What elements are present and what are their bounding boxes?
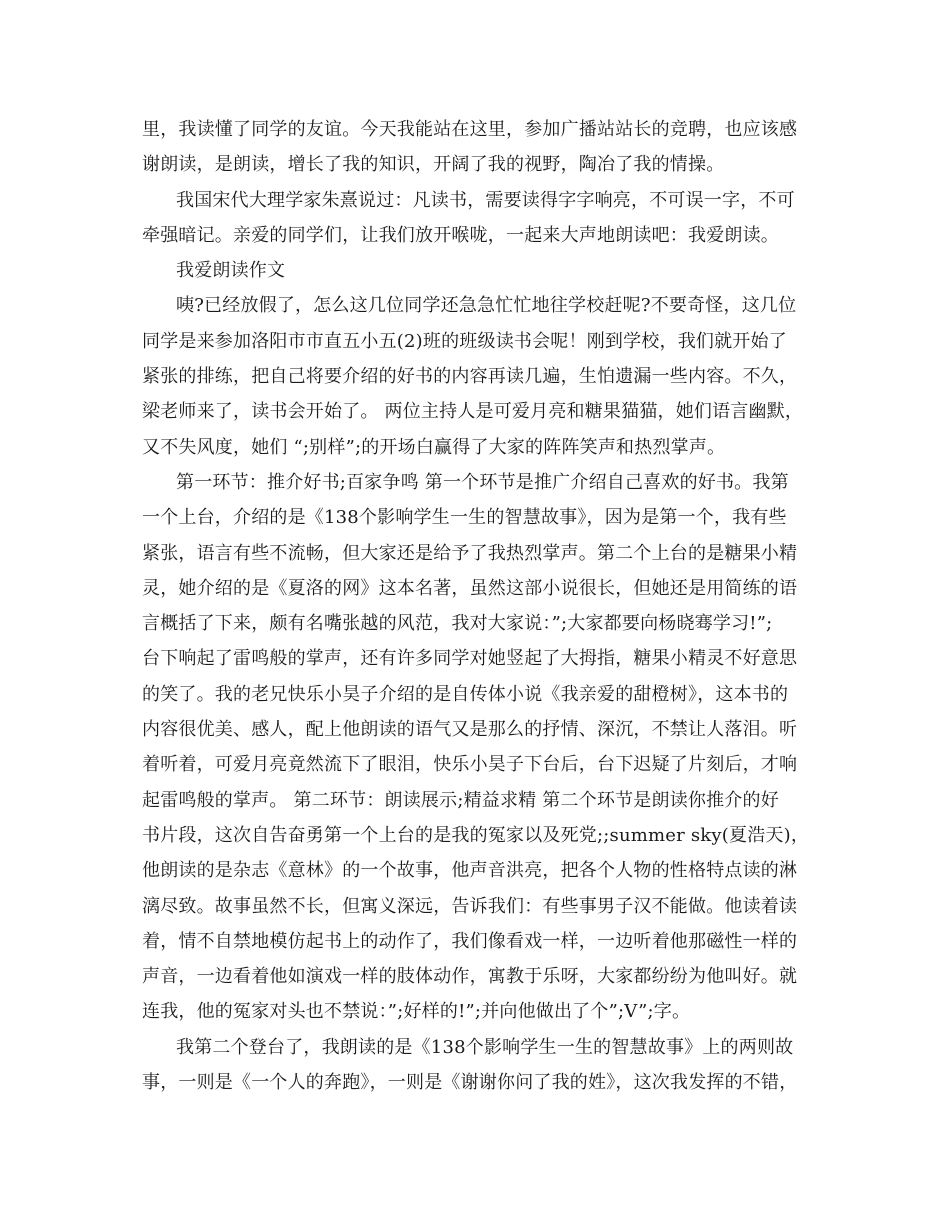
text-line: 紧张的排练，把自己将要介绍的好书的内容再读几遍，生怕遗漏一些内容。不久， xyxy=(142,366,798,388)
text-line: 灵，她介绍的是《夏洛的网》这本名著，虽然这部小说很长，但她还是用简练的语 xyxy=(142,577,798,599)
text-line: 牵强暗记。亲爱的同学们，让我们放开喉咙，一起来大声地朗读吧：我爱朗读。 xyxy=(142,224,779,246)
text-line: 同学是来参加洛阳市市直五小五(2)班的班级读书会呢！刚到学校，我们就开始了 xyxy=(142,330,787,352)
text-line: 漓尽致。故事虽然不长，但寓义深远，告诉我们：有些事男子汉不能做。他读着读 xyxy=(142,895,798,917)
text-line: 谢朗读，是朗读，增长了我的知识，开阔了我的视野，陶冶了我的情操。 xyxy=(142,154,725,176)
text-line: 我爱朗读作文 xyxy=(176,260,286,282)
text-line: 着听着，可爱月亮竟然流下了眼泪，快乐小昊子下台后，台下迟疑了片刻后，才响 xyxy=(142,754,798,776)
text-line: 的笑了。我的老兄快乐小昊子介绍的是自传体小说《我亲爱的甜橙树》，这本书的 xyxy=(142,683,789,705)
text-line: 台下响起了雷鸣般的掌声，还有许多同学对她竖起了大拇指，糖果小精灵不好意思 xyxy=(142,648,798,670)
text-line: 咦?已经放假了，怎么这几位同学还急急忙忙地往学校赶呢?不要奇怪，这几位 xyxy=(176,295,797,317)
document-body xyxy=(142,112,832,1100)
text-line: 里，我读懂了同学的友谊。今天我能站在这里，参加广播站站长的竞聘，也应该感 xyxy=(142,119,798,140)
text-line: 梁老师来了，读书会开始了。 两位主持人是可爱月亮和糖果猫猫，她们语言幽默， xyxy=(142,401,804,423)
text-line: 他朗读的是杂志《意林》的一个故事，他声音洪亮，把各个人物的性格特点读的淋 xyxy=(142,860,798,882)
text-line: 言概括了下来，颇有名嘴张越的风范，我对大家说：”;大家都要向杨晓骞学习!”; xyxy=(142,613,773,635)
text-line: 起雷鸣般的掌声。 第二环节：朗读展示;精益求精 第二个环节是朗读你推介的好 xyxy=(142,789,779,811)
text-line: 书片段，这次自告奋勇第一个上台的是我的冤家以及死党;;summer sky(夏浩天)， xyxy=(142,824,810,846)
text-line: 事，一则是《一个人的奔跑》，一则是《谢谢你问了我的姓》，这次我发挥的不错， xyxy=(142,1072,798,1094)
text-line: 连我，他的冤家对头也不禁说：”;好样的!”;并向他做出了个”;V”;字。 xyxy=(142,1001,691,1023)
text-line: 一个上台，介绍的是《138个影响学生一生的智慧故事》，因为是第一个，我有些 xyxy=(142,507,787,529)
text-line: 声音，一边看着他如演戏一样的肢体动作，寓教于乐呀，大家都纷纷为他叫好。就 xyxy=(142,966,798,988)
text-line: 紧张，语言有些不流畅，但大家还是给予了我热烈掌声。第二个上台的是糖果小精 xyxy=(142,542,798,564)
text-line: 内容很优美、感人，配上他朗读的语气又是那么的抒情、深沉，不禁让人落泪。听 xyxy=(142,719,798,741)
text-line: 第一环节：推介好书;百家争鸣 第一个环节是推广介绍自己喜欢的好书。我第 xyxy=(176,471,789,493)
text-line: 又不失风度，她们 “;别样”;的开场白赢得了大家的阵阵笑声和热烈掌声。 xyxy=(142,436,726,458)
text-line: 我国宋代大理学家朱熹说过：凡读书，需要读得字字响亮，不可误一字，不可 xyxy=(176,189,795,211)
text-line: 我第二个登台了，我朗读的是《138个影响学生一生的智慧故事》上的两则故 xyxy=(176,1036,794,1058)
text-line: 着，情不自禁地模仿起书上的动作了，我们像看戏一样，一边听着他那磁性一样的 xyxy=(142,930,798,952)
